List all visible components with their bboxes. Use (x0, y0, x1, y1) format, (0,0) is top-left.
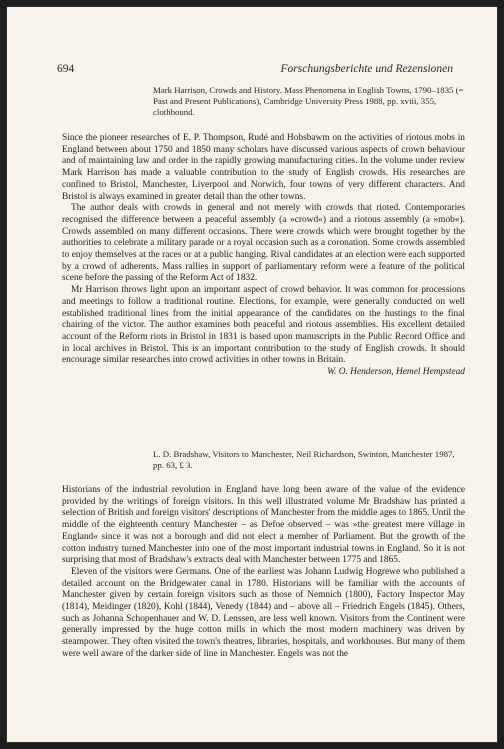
review-2-reference: L. D. Bradshaw, Visitors to Manchester, Neil Richardson, Swinton, Manchester 1987, pp. 63, £ 3. (153, 449, 455, 471)
page-number: 694 (57, 63, 75, 75)
review-1-body (62, 133, 465, 379)
review-2-paragraph-2: Eleven of the visitors were Germans. One of the earliest was Johann Ludwig Hogrewe who published a detailed account on the Bridgewater canal in 1780. Historians will be familiar with the accounts of Manchester given by certain foreign visitors such as those of Nemnich (1800), Factory Inspector May (1814), Meidinger (1820), Kohl (1844), Venedy (1844) and – above all – Friedrich Engels (1845). Others, such as Johanna Schopenhauer and W. D. Lenssen, are less well known. Visitors from the Continent were generally impressed by the huge cotton mills in which the most modern machinery was driven by steampower. They often visited the town's theatres, libraries, hospitals, and workhouses. But many of them were well aware of the darker side of line in Manchester. Engels was not the (62, 566, 465, 659)
review-1-signature: W. O. Henderson, Hemel Hempstead (327, 367, 465, 378)
review-1-paragraph-1: Since the pioneer researches of E. P. Thompson, Rudé and Hobsbawm on the activities of riotous mobs in England between about 1750 and 1850 many scholars have discussed various aspects of crown behaviour and of maintaining law and order in the rapidly growing manufacturing cities. In the volume under review Mark Harrison has made a valuable contribution to the study of English crowds. His researches are confined to Bristol, Manchester, Liverpool and Norwich, four towns of very different characters. And Bristol is always examined in greater detail than the other towns. (62, 133, 465, 202)
review-1-reference: Mark Harrison, Crowds and History. Mass Phenomena in English Towns, 1790–1835 (= Past and Present Publications), Cambridge University Press 1988, pp. xviii, 355, clothbound. (153, 85, 464, 118)
review-1-paragraph-2: The author deals with crowds in general and not merely with crowds that rioted. Contemporaries recognised the difference between a peaceful assembly (a »crowd«) and a riotous assembly (a »mob«). Crowds assembled on many different occasions. There were crowds which were brought together by the authorities to celebrate a military parade or a royal occasion such as a coronation. Some crowds assembled to enjoy themselves at the races or at a public hanging. Rival candidates at an election were each supported by a crowd of adherents. Mass rallies in support of parliamentary reform were a feature of the political scene before the passing of the Reform Act of 1832. (62, 203, 465, 284)
review-2-paragraph-1: Historians of the industrial revolution in England have long been aware of the value of the evidence provided by the writings of foreign visitors. In this well illustrated volume Mr Bradshaw has printed a selection of British and foreign visitors' descriptions of Manchester from the middle ages to 1865. Until the middle of the eighteenth century Manchester – as Defoe observed – was »the greatest mere village in England« since it was not a borough and did not elect a member of Parliament. But the growth of the cotton industry turned Manchester into one of the most important industrial towns in England. So it is not surprising that most of Bradshaw's extracts deal with Manchester between 1775 and 1865. (62, 485, 465, 566)
review-1-paragraph-3: Mr Harrison throws light upon an important aspect of crowd behavior. It was common for processions and meetings to follow a traditional routine. Elections, for example, were generally conducted on well established traditional lines from the initial appearance of the candidates on the hustings to the final chairing of the victor. The author examines both peaceful and riotous assemblies. His excellent detailed account of the Reform riots in Bristol in 1831 is based upon manuscripts in the Public Record Office and in local archives in Bristol. This is an important contribution to the study of English crowds. It should encourage similar researches into crowd activities in other towns in Britain. (62, 285, 465, 366)
page-header (57, 63, 453, 75)
review-2-body (62, 485, 465, 661)
running-title: Forschungsberichte und Rezensionen (280, 63, 453, 75)
document-page (6, 6, 498, 743)
